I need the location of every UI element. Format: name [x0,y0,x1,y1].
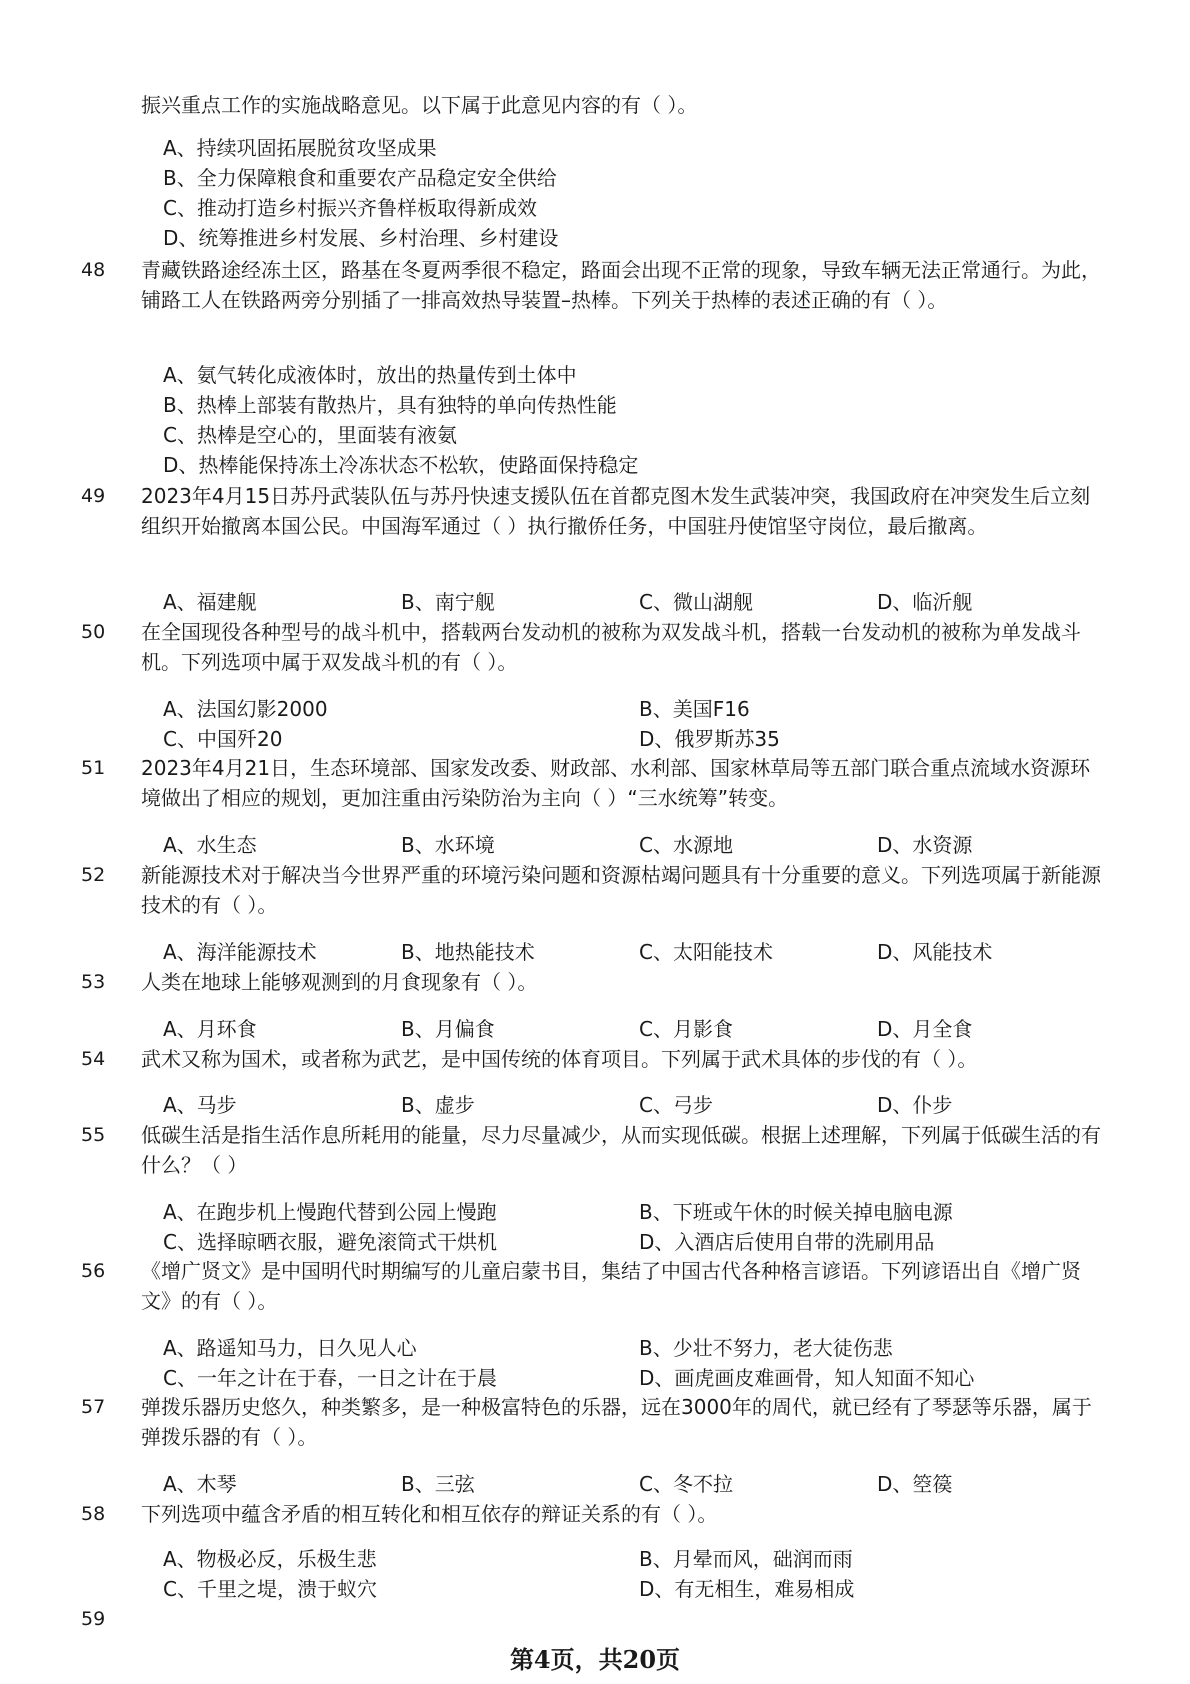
option: B、月偏食 [401,1017,495,1041]
question-text: 武术又称为国术，或者称为武艺，是中国传统的体育项目。下列属于武术具体的步伐的有（ ）。 [141,1047,978,1071]
option: D、画虎画皮难画骨，知人知面不知心 [639,1366,975,1390]
question-text: 人类在地球上能够观测到的月食现象有（ ）。 [141,970,538,994]
option: D、水资源 [877,833,973,857]
option: A、月环食 [163,1017,257,1041]
option: B、三弦 [401,1472,475,1496]
option: C、推动打造乡村振兴齐鲁样板取得新成效 [163,196,537,220]
question-number: 56 [81,1260,106,1282]
option: B、美国F16 [639,697,750,721]
question-number: 50 [81,621,106,643]
option: D、热棒能保持冻土冷冻状态不松软，使路面保持稳定 [163,453,639,477]
question-number: 57 [81,1396,106,1418]
option: B、少壮不努力，老大徒伤悲 [639,1336,893,1360]
option: B、地热能技术 [401,940,535,964]
option: D、有无相生，难易相成 [639,1577,855,1601]
option: A、路遥知马力，日久见人心 [163,1336,417,1360]
question-number: 53 [81,971,106,993]
option: C、千里之堤，溃于蚁穴 [163,1577,377,1601]
option: A、物极必反，乐极生悲 [163,1547,377,1571]
question-text: 弹拨乐器历史悠久，种类繁多，是一种极富特色的乐器，远在3000年的周代，就已经有了琴瑟等乐器，属于弹拨乐器的有（ ）。 [141,1395,1092,1449]
question-text: 青藏铁路途经冻土区，路基在冬夏两季很不稳定，路面会出现不正常的现象，导致车辆无法正常通行。为此，铺路工人在铁路两旁分别插了一排高效热导装置–热棒。下列关于热棒的表述正确的有（ ）。 [141,258,1101,312]
option: B、水环境 [401,833,495,857]
option: D、俄罗斯苏35 [639,727,780,751]
option: A、氨气转化成液体时，放出的热量传到土体中 [163,363,577,387]
option: C、水源地 [639,833,733,857]
option: A、水生态 [163,833,257,857]
option: B、南宁舰 [401,590,495,614]
question-text: 下列选项中蕴含矛盾的相互转化和相互依存的辩证关系的有（ ）。 [141,1502,718,1526]
option: D、月全食 [877,1017,973,1041]
question-continuation-text: 振兴重点工作的实施战略意见。以下属于此意见内容的有（ ）。 [141,93,698,117]
option: C、热棒是空心的，里面装有液氨 [163,423,457,447]
option: A、福建舰 [163,590,257,614]
option: D、风能技术 [877,940,993,964]
question-text: 2023年4月15日苏丹武装队伍与苏丹快速支援队伍在首都克图木发生武装冲突，我国政府在冲突发生后立刻组织开始撤离本国公民。中国海军通过（ ）执行撤侨任务，中国驻丹使馆坚守岗位，最后撤离。 [141,484,1091,538]
question-number: 59 [81,1608,106,1630]
option: D、仆步 [877,1093,953,1117]
option: C、选择晾晒衣服，避免滚筒式干烘机 [163,1230,497,1254]
option: A、木琴 [163,1472,237,1496]
option: B、下班或午休的时候关掉电脑电源 [639,1200,953,1224]
option: C、冬不拉 [639,1472,733,1496]
option: D、箜篌 [877,1472,953,1496]
option: A、马步 [163,1093,237,1117]
question-number: 55 [81,1124,106,1146]
option: C、微山湖舰 [639,590,753,614]
option: C、月影食 [639,1017,733,1041]
question-text: 《增广贤文》是中国明代时期编写的儿童启蒙书目，集结了中国古代各种格言谚语。下列谚语出自《增广贤文》的有（ ）。 [141,1259,1081,1313]
question-number: 58 [81,1503,106,1525]
option: A、法国幻影2000 [163,697,328,721]
option: C、中国歼20 [163,727,283,751]
options-list [163,133,558,253]
option: A、持续巩固拓展脱贫攻坚成果 [163,136,437,160]
option: A、海洋能源技术 [163,940,317,964]
question-text: 在全国现役各种型号的战斗机中，搭载两台发动机的被称为双发战斗机，搭载一台发动机的被称为单发战斗机。下列选项中属于双发战斗机的有（ ）。 [141,620,1081,674]
question-number: 49 [81,485,106,507]
question-number: 48 [81,259,106,281]
options-list [163,360,638,480]
option: B、全力保障粮食和重要农产品稳定安全供给 [163,166,557,190]
option: D、统筹推进乡村发展、乡村治理、乡村建设 [163,226,559,250]
option: C、太阳能技术 [639,940,773,964]
option: B、虚步 [401,1093,475,1117]
question-number: 54 [81,1048,106,1070]
question-number: 52 [81,864,106,886]
option: D、临沂舰 [877,590,973,614]
option: C、弓步 [639,1093,713,1117]
option: C、一年之计在于春，一日之计在于晨 [163,1366,497,1390]
option: B、月晕而风，础润而雨 [639,1547,853,1571]
page-footer: 第4页，共20页 [509,1645,681,1674]
question-text: 低碳生活是指生活作息所耗用的能量，尽力尽量减少，从而实现低碳。根据上述理解，下列属于低碳生活的有什么？（ ） [141,1123,1101,1177]
option: D、入酒店后使用自带的洗刷用品 [639,1230,935,1254]
question-number: 51 [81,757,106,779]
question-text: 2023年4月21日，生态环境部、国家发改委、财政部、水利部、国家林草局等五部门联合重点流域水资源环境做出了相应的规划，更加注重由污染防治为主向（ ）“三水统筹”转变。 [141,756,1091,810]
option: A、在跑步机上慢跑代替到公园上慢跑 [163,1200,497,1224]
option: B、热棒上部装有散热片，具有独特的单向传热性能 [163,393,617,417]
question-text: 新能源技术对于解决当今世界严重的环境污染问题和资源枯竭问题具有十分重要的意义。下列选项属于新能源技术的有（ ）。 [141,863,1101,917]
